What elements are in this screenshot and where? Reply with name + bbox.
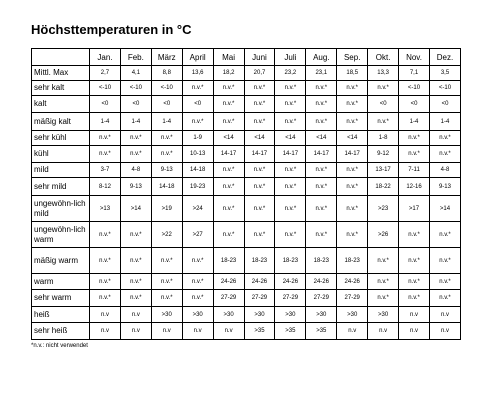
row-label: ungewöhn-lich mild — [32, 196, 90, 222]
table-cell: n.v.* — [244, 163, 275, 178]
table-cell: >23 — [368, 196, 399, 222]
table-cell: 8,8 — [151, 66, 182, 81]
table-cell: 7-11 — [399, 163, 430, 178]
table-cell: 9-13 — [429, 178, 460, 196]
table-cell: n.v.* — [337, 222, 368, 248]
table-cell: >26 — [368, 222, 399, 248]
table-cell: n.v.* — [151, 290, 182, 307]
table-cell: n.v.* — [337, 81, 368, 96]
table-cell: 27-29 — [275, 290, 306, 307]
table-cell: n.v.* — [368, 248, 399, 274]
table-cell: n.v.* — [213, 163, 244, 178]
table-cell: >30 — [368, 307, 399, 323]
table-cell: 13,6 — [182, 66, 213, 81]
table-cell: <14 — [213, 131, 244, 146]
table-cell: n.v.* — [90, 248, 121, 274]
table-cell: <0 — [429, 96, 460, 113]
table-cell: <-10 — [151, 81, 182, 96]
table-row — [32, 248, 461, 274]
table-cell: 14-17 — [306, 146, 337, 163]
table-cell: 2,7 — [90, 66, 121, 81]
table-cell: n.v.* — [90, 131, 121, 146]
table-cell: >35 — [306, 323, 337, 340]
table-cell: 18-23 — [244, 248, 275, 274]
column-header: Aug. — [306, 49, 337, 66]
table-cell: n.v.* — [151, 131, 182, 146]
table-cell: >30 — [306, 307, 337, 323]
table-cell: n.v.* — [244, 96, 275, 113]
row-label: sehr warm — [32, 290, 90, 307]
table-row — [32, 163, 461, 178]
row-label: sehr kalt — [32, 81, 90, 96]
table-cell: n.v — [120, 323, 151, 340]
table-cell: n.v.* — [306, 196, 337, 222]
table-row — [32, 222, 461, 248]
table-cell: n.v — [90, 307, 121, 323]
table-cell: n.v.* — [213, 96, 244, 113]
table-cell: n.v.* — [275, 113, 306, 131]
temperature-table — [31, 48, 461, 340]
table-cell: n.v.* — [399, 222, 430, 248]
column-header: April — [182, 49, 213, 66]
table-cell: <0 — [368, 96, 399, 113]
table-header-row — [32, 49, 461, 66]
table-cell: n.v.* — [399, 274, 430, 290]
table-cell: n.v.* — [275, 178, 306, 196]
table-cell: <-10 — [90, 81, 121, 96]
table-cell: 1-8 — [368, 131, 399, 146]
table-cell: n.v.* — [120, 248, 151, 274]
table-cell: n.v.* — [244, 81, 275, 96]
table-cell: n.v.* — [399, 248, 430, 274]
table-cell: 1-4 — [90, 113, 121, 131]
table-cell: 14-18 — [182, 163, 213, 178]
table-cell: n.v.* — [368, 274, 399, 290]
table-cell: <14 — [306, 131, 337, 146]
table-cell: n.v.* — [90, 290, 121, 307]
table-row — [32, 307, 461, 323]
table-cell: 27-29 — [244, 290, 275, 307]
row-label: sehr mild — [32, 178, 90, 196]
row-label: mäßig kalt — [32, 113, 90, 131]
table-cell: >35 — [275, 323, 306, 340]
table-cell: <0 — [151, 96, 182, 113]
table-cell: 8-12 — [90, 178, 121, 196]
table-cell: n.v.* — [90, 222, 121, 248]
row-label: sehr heiß — [32, 323, 90, 340]
table-cell: >35 — [244, 323, 275, 340]
table-cell: 3-7 — [90, 163, 121, 178]
table-cell: 1-9 — [182, 131, 213, 146]
table-cell: <-10 — [399, 81, 430, 96]
table-body — [32, 66, 461, 340]
table-cell: 4-8 — [120, 163, 151, 178]
table-cell: n.v.* — [120, 222, 151, 248]
table-cell: n.v.* — [213, 178, 244, 196]
table-cell: 24-26 — [213, 274, 244, 290]
table-cell: n.v.* — [306, 81, 337, 96]
row-label: sehr kühl — [32, 131, 90, 146]
table-cell: n.v — [399, 323, 430, 340]
table-cell: 20,7 — [244, 66, 275, 81]
table-row — [32, 81, 461, 96]
table-cell: 27-29 — [306, 290, 337, 307]
table-cell: n.v.* — [368, 290, 399, 307]
page-title: Höchsttemperaturen in °C — [31, 22, 192, 37]
table-cell: 18-23 — [275, 248, 306, 274]
table-cell: >17 — [399, 196, 430, 222]
table-cell: 18,5 — [337, 66, 368, 81]
table-cell: n.v.* — [151, 146, 182, 163]
table-cell: 9-13 — [151, 163, 182, 178]
column-header: März — [151, 49, 182, 66]
table-cell: 1-4 — [399, 113, 430, 131]
table-cell: n.v.* — [306, 163, 337, 178]
table-row — [32, 146, 461, 163]
row-label: kühl — [32, 146, 90, 163]
column-header: Juni — [244, 49, 275, 66]
table-cell: n.v.* — [151, 274, 182, 290]
table-cell: n.v.* — [213, 113, 244, 131]
table-cell: 18-22 — [368, 178, 399, 196]
table-cell: <0 — [182, 96, 213, 113]
table-cell: n.v.* — [306, 222, 337, 248]
column-header: Mai — [213, 49, 244, 66]
table-cell: >14 — [120, 196, 151, 222]
table-cell: n.v.* — [399, 290, 430, 307]
table-cell: n.v.* — [182, 274, 213, 290]
table-cell: 14-17 — [213, 146, 244, 163]
table-cell: 18-23 — [306, 248, 337, 274]
table-cell: <14 — [337, 131, 368, 146]
table-cell: n.v — [120, 307, 151, 323]
row-label: kalt — [32, 96, 90, 113]
table-cell: n.v.* — [120, 131, 151, 146]
table-cell: n.v — [399, 307, 430, 323]
column-header: Dez. — [429, 49, 460, 66]
table-cell: n.v.* — [429, 146, 460, 163]
table-row — [32, 178, 461, 196]
table-cell: n.v.* — [182, 113, 213, 131]
table-cell: <14 — [244, 131, 275, 146]
table-cell: n.v — [90, 323, 121, 340]
table-cell: >30 — [151, 307, 182, 323]
table-cell: 24-26 — [244, 274, 275, 290]
column-header: Jan. — [90, 49, 121, 66]
table-cell: n.v.* — [120, 274, 151, 290]
table-cell: n.v — [429, 323, 460, 340]
table-cell: n.v — [213, 323, 244, 340]
table-cell: 3,5 — [429, 66, 460, 81]
table-cell: >30 — [275, 307, 306, 323]
table-cell: 24-26 — [306, 274, 337, 290]
table-cell: n.v — [337, 323, 368, 340]
table-corner-cell — [32, 49, 90, 66]
table-cell: >13 — [90, 196, 121, 222]
table-cell: 10-13 — [182, 146, 213, 163]
table-cell: 24-26 — [275, 274, 306, 290]
table-cell: 14-17 — [244, 146, 275, 163]
table-row — [32, 290, 461, 307]
table-cell: n.v.* — [182, 290, 213, 307]
table-cell: <0 — [399, 96, 430, 113]
table-cell: n.v.* — [275, 196, 306, 222]
table-cell: n.v.* — [337, 96, 368, 113]
table-cell: n.v.* — [429, 248, 460, 274]
table-cell: 23,1 — [306, 66, 337, 81]
table-cell: 4-8 — [429, 163, 460, 178]
row-label: heiß — [32, 307, 90, 323]
table-cell: 14-17 — [275, 146, 306, 163]
table-cell: >24 — [182, 196, 213, 222]
table-cell: n.v.* — [244, 222, 275, 248]
table-cell: <14 — [275, 131, 306, 146]
table-row — [32, 196, 461, 222]
row-label: mäßig warm — [32, 248, 90, 274]
table-cell: n.v.* — [151, 248, 182, 274]
table-cell: n.v.* — [213, 81, 244, 96]
table-cell: >22 — [151, 222, 182, 248]
table-cell: 19-23 — [182, 178, 213, 196]
table-cell: 14-18 — [151, 178, 182, 196]
table-cell: n.v.* — [337, 163, 368, 178]
table-cell: >27 — [182, 222, 213, 248]
table-row — [32, 131, 461, 146]
table-row — [32, 66, 461, 81]
table-cell: n.v.* — [399, 146, 430, 163]
table-cell: 1-4 — [151, 113, 182, 131]
table-cell: <0 — [90, 96, 121, 113]
table-cell: n.v.* — [213, 196, 244, 222]
table-cell: n.v.* — [429, 222, 460, 248]
table-cell: 7,1 — [399, 66, 430, 81]
table-cell: n.v.* — [275, 96, 306, 113]
table-cell: n.v.* — [244, 178, 275, 196]
table-cell: >30 — [337, 307, 368, 323]
footnote: *n.v.: nicht verwendet — [31, 343, 88, 349]
table-cell: n.v.* — [306, 113, 337, 131]
table-cell: 12-16 — [399, 178, 430, 196]
table-cell: n.v — [429, 307, 460, 323]
column-header: Feb. — [120, 49, 151, 66]
table-cell: n.v.* — [337, 178, 368, 196]
row-label: mild — [32, 163, 90, 178]
table-cell: n.v.* — [337, 196, 368, 222]
table-cell: 18,2 — [213, 66, 244, 81]
table-row — [32, 323, 461, 340]
table-cell: n.v.* — [182, 81, 213, 96]
table-cell: n.v.* — [368, 81, 399, 96]
table-cell: 18-23 — [213, 248, 244, 274]
table-cell: n.v.* — [337, 113, 368, 131]
row-label: Mittl. Max — [32, 66, 90, 81]
table-cell: >14 — [429, 196, 460, 222]
table-cell: n.v — [151, 323, 182, 340]
table-cell: n.v.* — [244, 113, 275, 131]
table-cell: 1-4 — [429, 113, 460, 131]
table-row — [32, 274, 461, 290]
table-cell: n.v.* — [429, 290, 460, 307]
table-cell: n.v.* — [306, 178, 337, 196]
column-header: Nov. — [399, 49, 430, 66]
table-cell: <-10 — [120, 81, 151, 96]
table-cell: 13,3 — [368, 66, 399, 81]
table-cell: n.v.* — [306, 96, 337, 113]
table-cell: >19 — [151, 196, 182, 222]
table-cell: <-10 — [429, 81, 460, 96]
table-cell: n.v.* — [90, 146, 121, 163]
table-cell: n.v.* — [275, 163, 306, 178]
row-label: warm — [32, 274, 90, 290]
table-cell: n.v.* — [120, 290, 151, 307]
table-cell: 13-17 — [368, 163, 399, 178]
column-header: Juli — [275, 49, 306, 66]
table-cell: 9-13 — [120, 178, 151, 196]
table-cell: n.v.* — [213, 222, 244, 248]
table-cell: n.v.* — [429, 274, 460, 290]
table-cell: 9-12 — [368, 146, 399, 163]
table-cell: n.v.* — [244, 196, 275, 222]
table-cell: 4,1 — [120, 66, 151, 81]
table-cell: 1-4 — [120, 113, 151, 131]
table-cell: n.v.* — [429, 131, 460, 146]
table-row — [32, 113, 461, 131]
row-label: ungewöhn-lich warm — [32, 222, 90, 248]
table-cell: 18-23 — [337, 248, 368, 274]
table-cell: n.v.* — [399, 131, 430, 146]
table-cell: 27-29 — [213, 290, 244, 307]
table-cell: 14-17 — [337, 146, 368, 163]
table-row — [32, 96, 461, 113]
table-cell: n.v.* — [90, 274, 121, 290]
document — [31, 22, 461, 350]
table-cell: 27-29 — [337, 290, 368, 307]
table-cell: n.v.* — [368, 113, 399, 131]
table-cell: >30 — [244, 307, 275, 323]
table-cell: n.v.* — [182, 248, 213, 274]
table-cell: 24-26 — [337, 274, 368, 290]
table-cell: >30 — [182, 307, 213, 323]
column-header: Sep. — [337, 49, 368, 66]
column-header: Okt. — [368, 49, 399, 66]
table-cell: n.v — [182, 323, 213, 340]
table-cell: >30 — [213, 307, 244, 323]
table-cell: 23,2 — [275, 66, 306, 81]
table-cell: n.v.* — [275, 222, 306, 248]
table-cell: n.v.* — [275, 81, 306, 96]
table-cell: n.v.* — [120, 146, 151, 163]
table-cell: <0 — [120, 96, 151, 113]
table-cell: n.v — [368, 323, 399, 340]
